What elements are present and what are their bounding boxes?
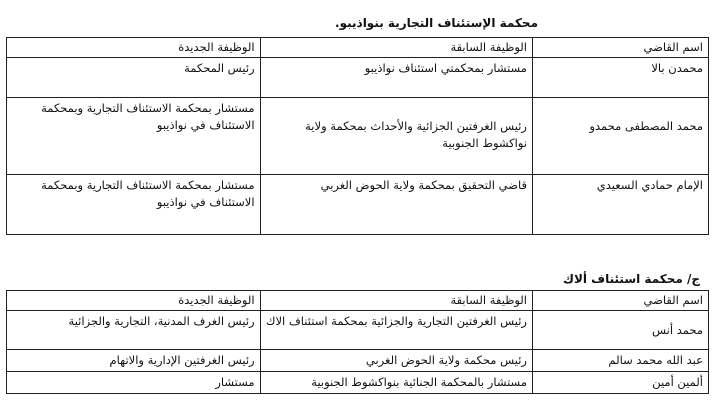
table-header-row — [7, 38, 709, 58]
appointments-table-2 — [6, 290, 709, 394]
new-position: رئيس المحكمة — [7, 58, 261, 98]
table-row — [7, 311, 709, 350]
new-position: مستشار بمحكمة الاستئناف التجارية وبمحكمة الاستئناف في نواذيبو — [7, 98, 261, 175]
judge-name: محمد أنس — [532, 311, 708, 350]
new-position: مستشار — [7, 372, 261, 394]
column-header-previous-position: الوظيفة السابقة — [260, 291, 532, 311]
section1-heading: محكمة الإستئناف التجارية بنواذيبو. — [335, 16, 538, 30]
judge-name: عبد الله محمد سالم — [532, 350, 708, 372]
judge-name: محمد المصطفى محمدو — [532, 98, 708, 175]
previous-position: رئيس الغرفتين التجارية والجزائية بمحكمة استئناف الاك — [260, 311, 532, 350]
new-position: مستشار بمحكمة الاستئناف التجارية وبمحكمة الاستئناف في نواذيبو — [7, 175, 261, 235]
appointments-table-1 — [6, 37, 709, 235]
column-header-previous-position: الوظيفة السابقة — [260, 38, 532, 58]
section2-heading: ج/ محكمة استئناف ألاك — [562, 272, 700, 286]
new-position: رئيس الغرفتين الإدارية والاتهام — [7, 350, 261, 372]
table-row — [7, 58, 709, 98]
previous-position: مستشار بمحكمتي استئناف نواذيبو — [260, 58, 532, 98]
column-header-judge: اسم القاضي — [532, 38, 708, 58]
table-row — [7, 372, 709, 394]
table-row — [7, 175, 709, 235]
column-header-judge: اسم القاضي — [532, 291, 708, 311]
previous-position: مستشار بالمحكمة الجنائية بنواكشوط الجنوبية — [260, 372, 532, 394]
previous-position: رئيس محكمة ولاية الحوض الغربي — [260, 350, 532, 372]
column-header-new-position: الوظيفة الجديدة — [7, 38, 261, 58]
judge-name: محمدن بالا — [532, 58, 708, 98]
table-row — [7, 350, 709, 372]
table-row — [7, 98, 709, 175]
judge-name: ألمين أمين — [532, 372, 708, 394]
judge-name: الإمام حمادي السعيدي — [532, 175, 708, 235]
new-position: رئيس الغرف المدنية، التجارية والجزائية — [7, 311, 261, 350]
previous-position: قاضي التحقيق بمحكمة ولاية الحوض الغربي — [260, 175, 532, 235]
column-header-new-position: الوظيفة الجديدة — [7, 291, 261, 311]
table-header-row — [7, 291, 709, 311]
previous-position: رئيس الغرفتين الجزائية والأحداث بمحكمة ولاية نواكشوط الجنوبية — [260, 98, 532, 175]
